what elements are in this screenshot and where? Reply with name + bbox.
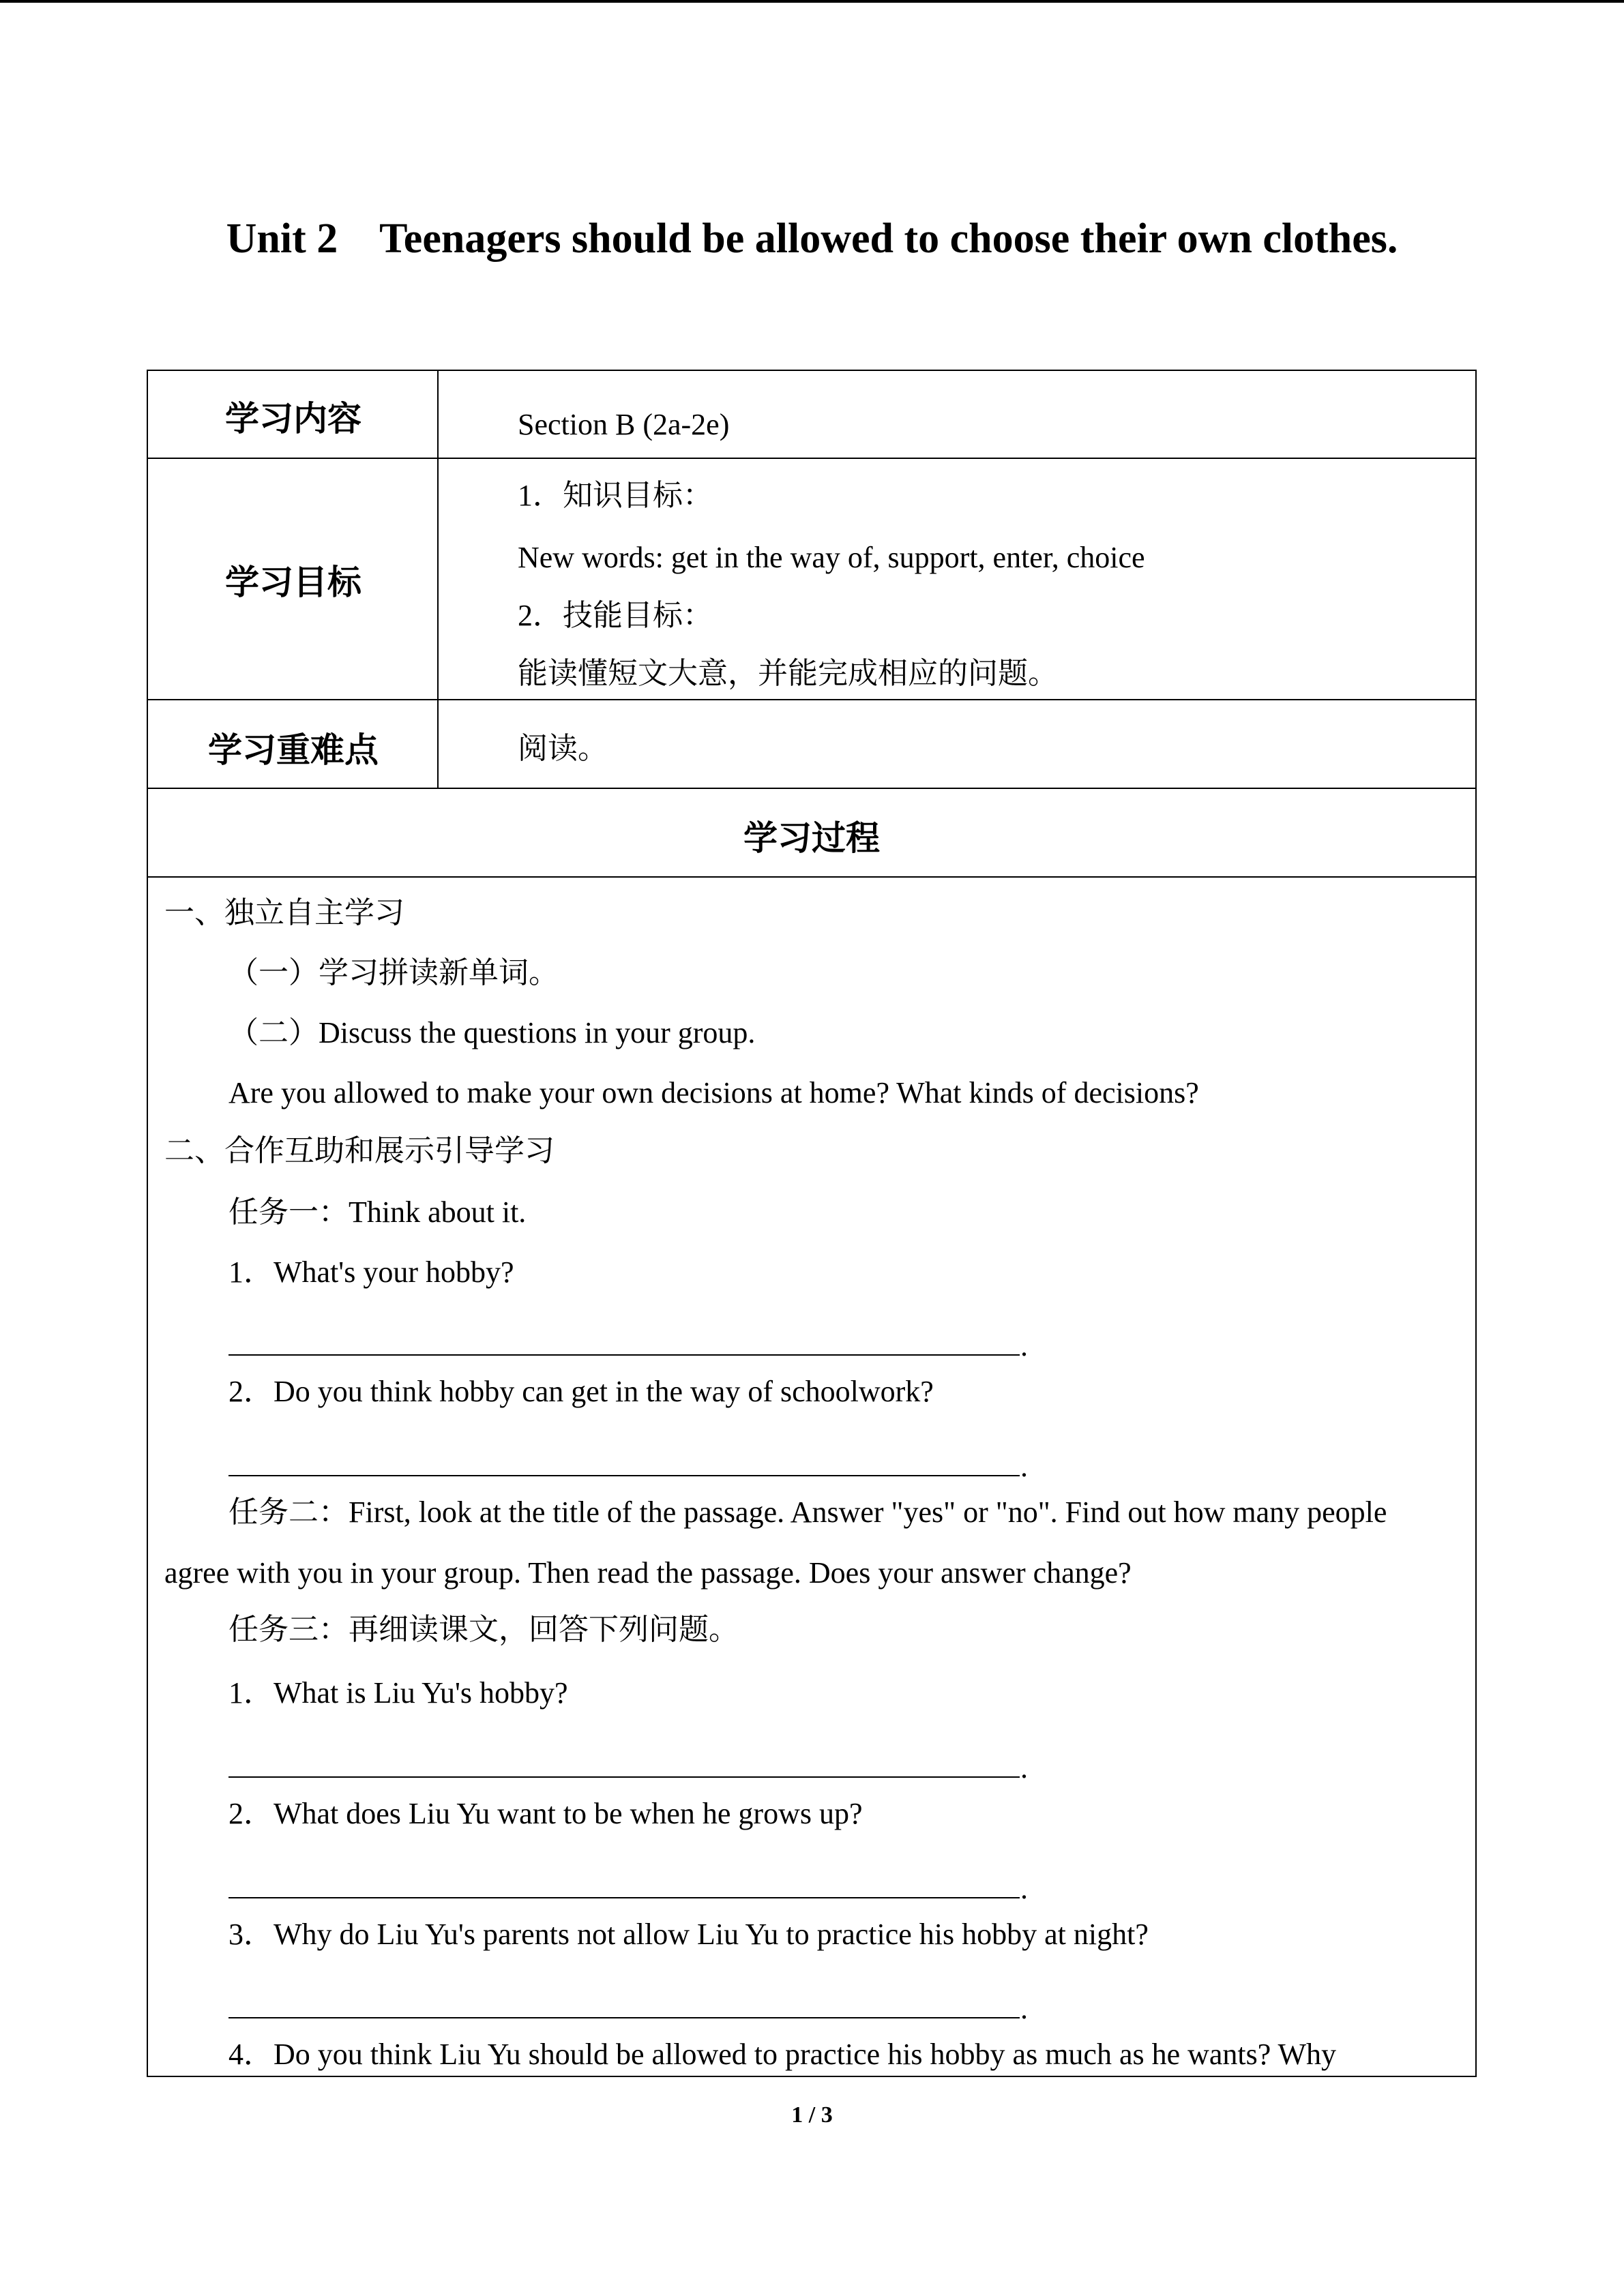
key-points-value: 阅读。	[518, 732, 608, 765]
blank-period: .	[1020, 1751, 1028, 1785]
question: 3．Why do Liu Yu's parents not allow Liu Yu to practice his hobby at night?	[228, 1918, 1149, 1951]
answer-blank[interactable]	[228, 1354, 1020, 1356]
page-top-border	[0, 0, 1624, 3]
row-divider	[148, 458, 1475, 459]
objective-line: New words: get in the way of, support, enter, choice	[518, 541, 1145, 574]
task-heading: 任务一：Think about it.	[228, 1195, 527, 1229]
section-heading: 二、合作互助和展示引导学习	[164, 1134, 555, 1167]
study-content-value: Section B (2a-2e)	[518, 408, 730, 441]
objective-line: 2．技能目标：	[518, 599, 713, 632]
question: 2．What does Liu Yu want to be when he grows up?	[228, 1797, 863, 1830]
task-heading: 任务三：再细读课文，回答下列问题。	[228, 1613, 739, 1646]
blank-period: .	[1020, 1992, 1028, 2025]
blank-period: .	[1020, 1450, 1028, 1483]
row-divider	[148, 788, 1475, 789]
objective-line: 能读懂短文大意，并能完成相应的问题。	[518, 657, 1058, 690]
section-heading: 一、独立自主学习	[164, 896, 404, 929]
task-instruction: agree with you in your group. Then read the passage. Does your answer change?	[164, 1556, 1132, 1590]
discussion-question: Are you allowed to make your own decisions at home? What kinds of decisions?	[228, 1076, 1199, 1109]
blank-period: .	[1020, 1872, 1028, 1905]
page-number: 1 / 3	[791, 2102, 833, 2128]
answer-blank[interactable]	[228, 1897, 1020, 1898]
document-title: Unit 2 Teenagers should be allowed to choose their own clothes.	[226, 215, 1398, 262]
answer-blank[interactable]	[228, 1475, 1020, 1476]
study-plan-table	[147, 370, 1477, 2077]
question: 1．What's your hobby?	[228, 1255, 514, 1289]
row-label-key-points: 学习重难点	[208, 730, 379, 770]
question: 4．Do you think Liu Yu should be allowed to practice his hobby as much as he wants? Why	[228, 2038, 1337, 2071]
list-item: （一）学习拼读新单词。	[228, 956, 559, 989]
list-item: （二）Discuss the questions in your group.	[228, 1016, 756, 1049]
row-label-objectives: 学习目标	[225, 563, 361, 602]
row-divider	[148, 876, 1475, 878]
answer-blank[interactable]	[228, 2017, 1020, 2018]
question: 1．What is Liu Yu's hobby?	[228, 1676, 568, 1710]
row-label-content: 学习内容	[225, 399, 361, 438]
objective-line: 1．知识目标：	[518, 479, 713, 512]
process-title: 学习过程	[743, 818, 880, 858]
task-instruction: 任务二：First, look at the title of the passage. Answer "yes" or "no". Find out how many people	[228, 1495, 1387, 1529]
question: 2．Do you think hobby can get in the way of schoolwork?	[228, 1375, 934, 1408]
answer-blank[interactable]	[228, 1776, 1020, 1778]
row-divider	[148, 699, 1475, 700]
blank-period: .	[1020, 1329, 1028, 1362]
